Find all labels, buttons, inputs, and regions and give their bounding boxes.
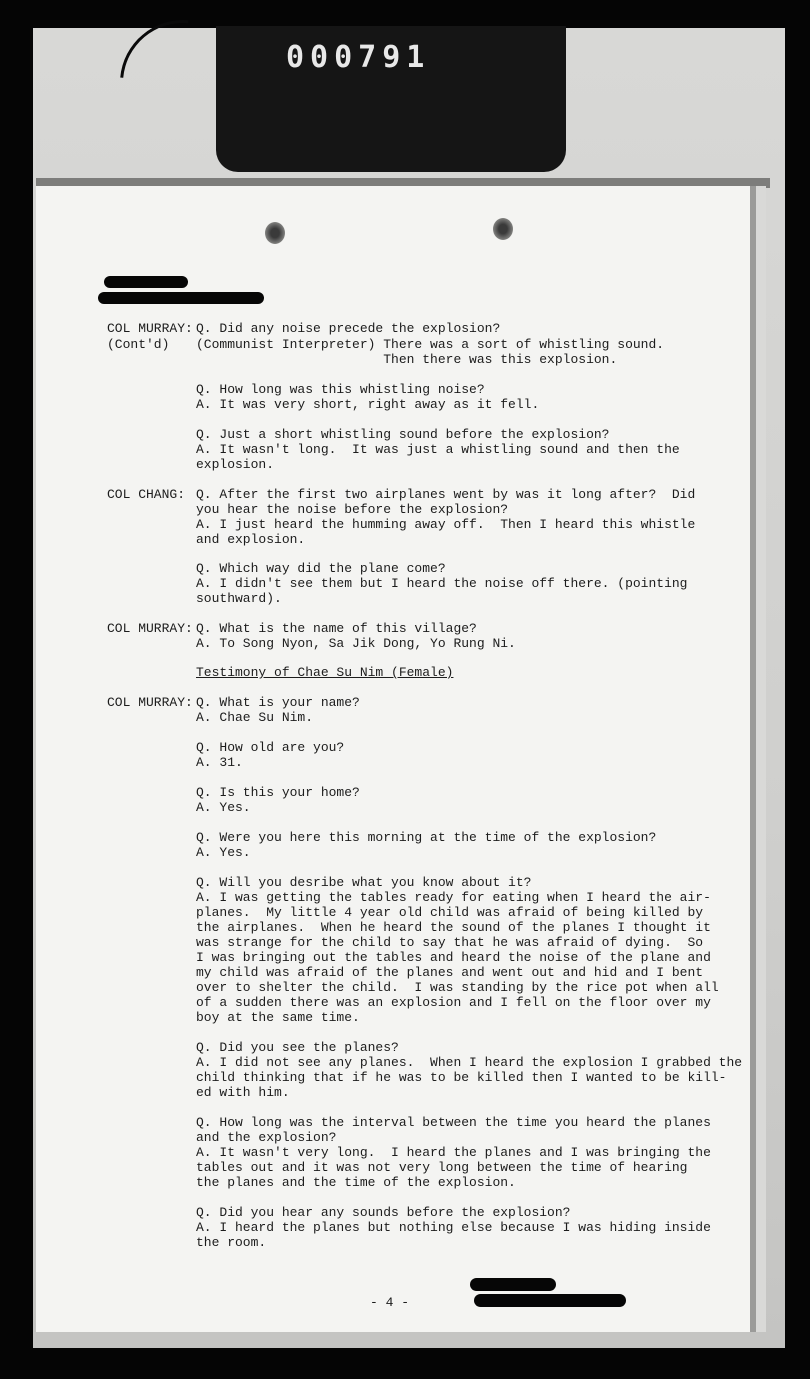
transcript-line: ed with him. bbox=[196, 1085, 290, 1100]
transcript-line: the planes and the time of the explosion. bbox=[196, 1175, 516, 1190]
transcript-line: the room. bbox=[196, 1235, 267, 1250]
transcript-line: A. I didn't see them but I heard the noise off there. (pointing bbox=[196, 576, 688, 591]
punch-hole-left bbox=[265, 222, 285, 244]
transcript-line: Q. Did you see the planes? bbox=[196, 1040, 399, 1055]
speaker-label: COL MURRAY: bbox=[107, 621, 193, 636]
transcript-line: the airplanes. When he heard the sound of the planes I thought it bbox=[196, 920, 711, 935]
transcript-line: and the explosion? bbox=[196, 1130, 337, 1145]
punch-hole-right bbox=[493, 218, 513, 240]
transcript-line: Q. Will you desribe what you know about it? bbox=[196, 875, 532, 890]
transcript-line: Q. After the first two airplanes went by was it long after? Did bbox=[196, 487, 696, 502]
transcript-line: Q. Did you hear any sounds before the explosion? bbox=[196, 1205, 571, 1220]
transcript-line: A. I just heard the humming away off. Then I heard this whistle bbox=[196, 517, 696, 532]
transcript-line: was strange for the child to say that he was afraid of dying. So bbox=[196, 935, 704, 950]
transcript-line: A. Yes. bbox=[196, 800, 251, 815]
transcript-line: Q. What is the name of this village? bbox=[196, 621, 477, 636]
transcript-line: you hear the noise before the explosion? bbox=[196, 502, 509, 517]
transcript-line: and explosion. bbox=[196, 532, 306, 547]
document-page bbox=[36, 186, 750, 1332]
transcript-line: A. It wasn't very long. I heard the planes and I was bringing the bbox=[196, 1145, 711, 1160]
speaker-label: (Cont'd) bbox=[107, 337, 170, 352]
transcript-line: Q. What is your name? bbox=[196, 695, 360, 710]
transcript-line: I was bringing out the tables and heard the noise of the plane and bbox=[196, 950, 711, 965]
speaker-label: COL MURRAY: bbox=[107, 321, 193, 336]
transcript-line: my child was afraid of the planes and went out and hid and I bent bbox=[196, 965, 704, 980]
transcript-line: Q. Did any noise precede the explosion? bbox=[196, 321, 501, 336]
transcript-line: child thinking that if he was to be killed then I wanted to be kill- bbox=[196, 1070, 727, 1085]
speaker-label: COL CHANG: bbox=[107, 487, 186, 502]
transcript-line: of a sudden there was an explosion and I fell on the floor over my bbox=[196, 995, 711, 1010]
transcript-line: Q. Which way did the plane come? bbox=[196, 561, 446, 576]
transcript-line: A. It wasn't long. It was just a whistling sound and then the bbox=[196, 442, 680, 457]
counter-digits: 000791 bbox=[286, 40, 431, 75]
transcript-line: Then there was this explosion. bbox=[196, 352, 618, 367]
transcript-line: explosion. bbox=[196, 457, 275, 472]
transcript-line: tables out and it was not very long between the time of hearing bbox=[196, 1160, 688, 1175]
speaker-label: COL MURRAY: bbox=[107, 695, 193, 710]
transcript-line: over to shelter the child. I was standing by the rice pot when all bbox=[196, 980, 719, 995]
redaction-top-long bbox=[98, 292, 264, 304]
transcript-line: A. To Song Nyon, Sa Jik Dong, Yo Rung Ni. bbox=[196, 636, 516, 651]
transcript-line: Q. Just a short whistling sound before the explosion? bbox=[196, 427, 610, 442]
redaction-bottom-short bbox=[470, 1278, 556, 1291]
frame-counter bbox=[216, 26, 566, 172]
transcript-line: boy at the same time. bbox=[196, 1010, 360, 1025]
transcript-line: southward). bbox=[196, 591, 282, 606]
transcript-line: Q. Is this your home? bbox=[196, 785, 360, 800]
transcript-line: Q. Were you here this morning at the time of the explosion? bbox=[196, 830, 657, 845]
transcript-line: A. I was getting the tables ready for eating when I heard the air- bbox=[196, 890, 711, 905]
transcript-line: A. Chae Su Nim. bbox=[196, 710, 314, 725]
transcript-line: A. Yes. bbox=[196, 845, 251, 860]
transcript-line: A. I did not see any planes. When I heard the explosion I grabbed the bbox=[196, 1055, 743, 1070]
transcript-line: (Communist Interpreter) There was a sort of whistling sound. bbox=[196, 337, 665, 352]
transcript-line: Q. How old are you? bbox=[196, 740, 345, 755]
page-number: - 4 - bbox=[370, 1295, 410, 1310]
transcript-line: A. 31. bbox=[196, 755, 243, 770]
section-heading: Testimony of Chae Su Nim (Female) bbox=[196, 665, 454, 680]
redaction-top-short bbox=[104, 276, 188, 288]
transcript-line: A. I heard the planes but nothing else because I was hiding inside bbox=[196, 1220, 711, 1235]
transcript-line: Q. How long was the interval between the time you heard the planes bbox=[196, 1115, 711, 1130]
redaction-bottom-long bbox=[474, 1294, 626, 1307]
transcript-line: planes. My little 4 year old child was afraid of being killed by bbox=[196, 905, 704, 920]
transcript-line: Q. How long was this whistling noise? bbox=[196, 382, 485, 397]
transcript-line: A. It was very short, right away as it fell. bbox=[196, 397, 540, 412]
